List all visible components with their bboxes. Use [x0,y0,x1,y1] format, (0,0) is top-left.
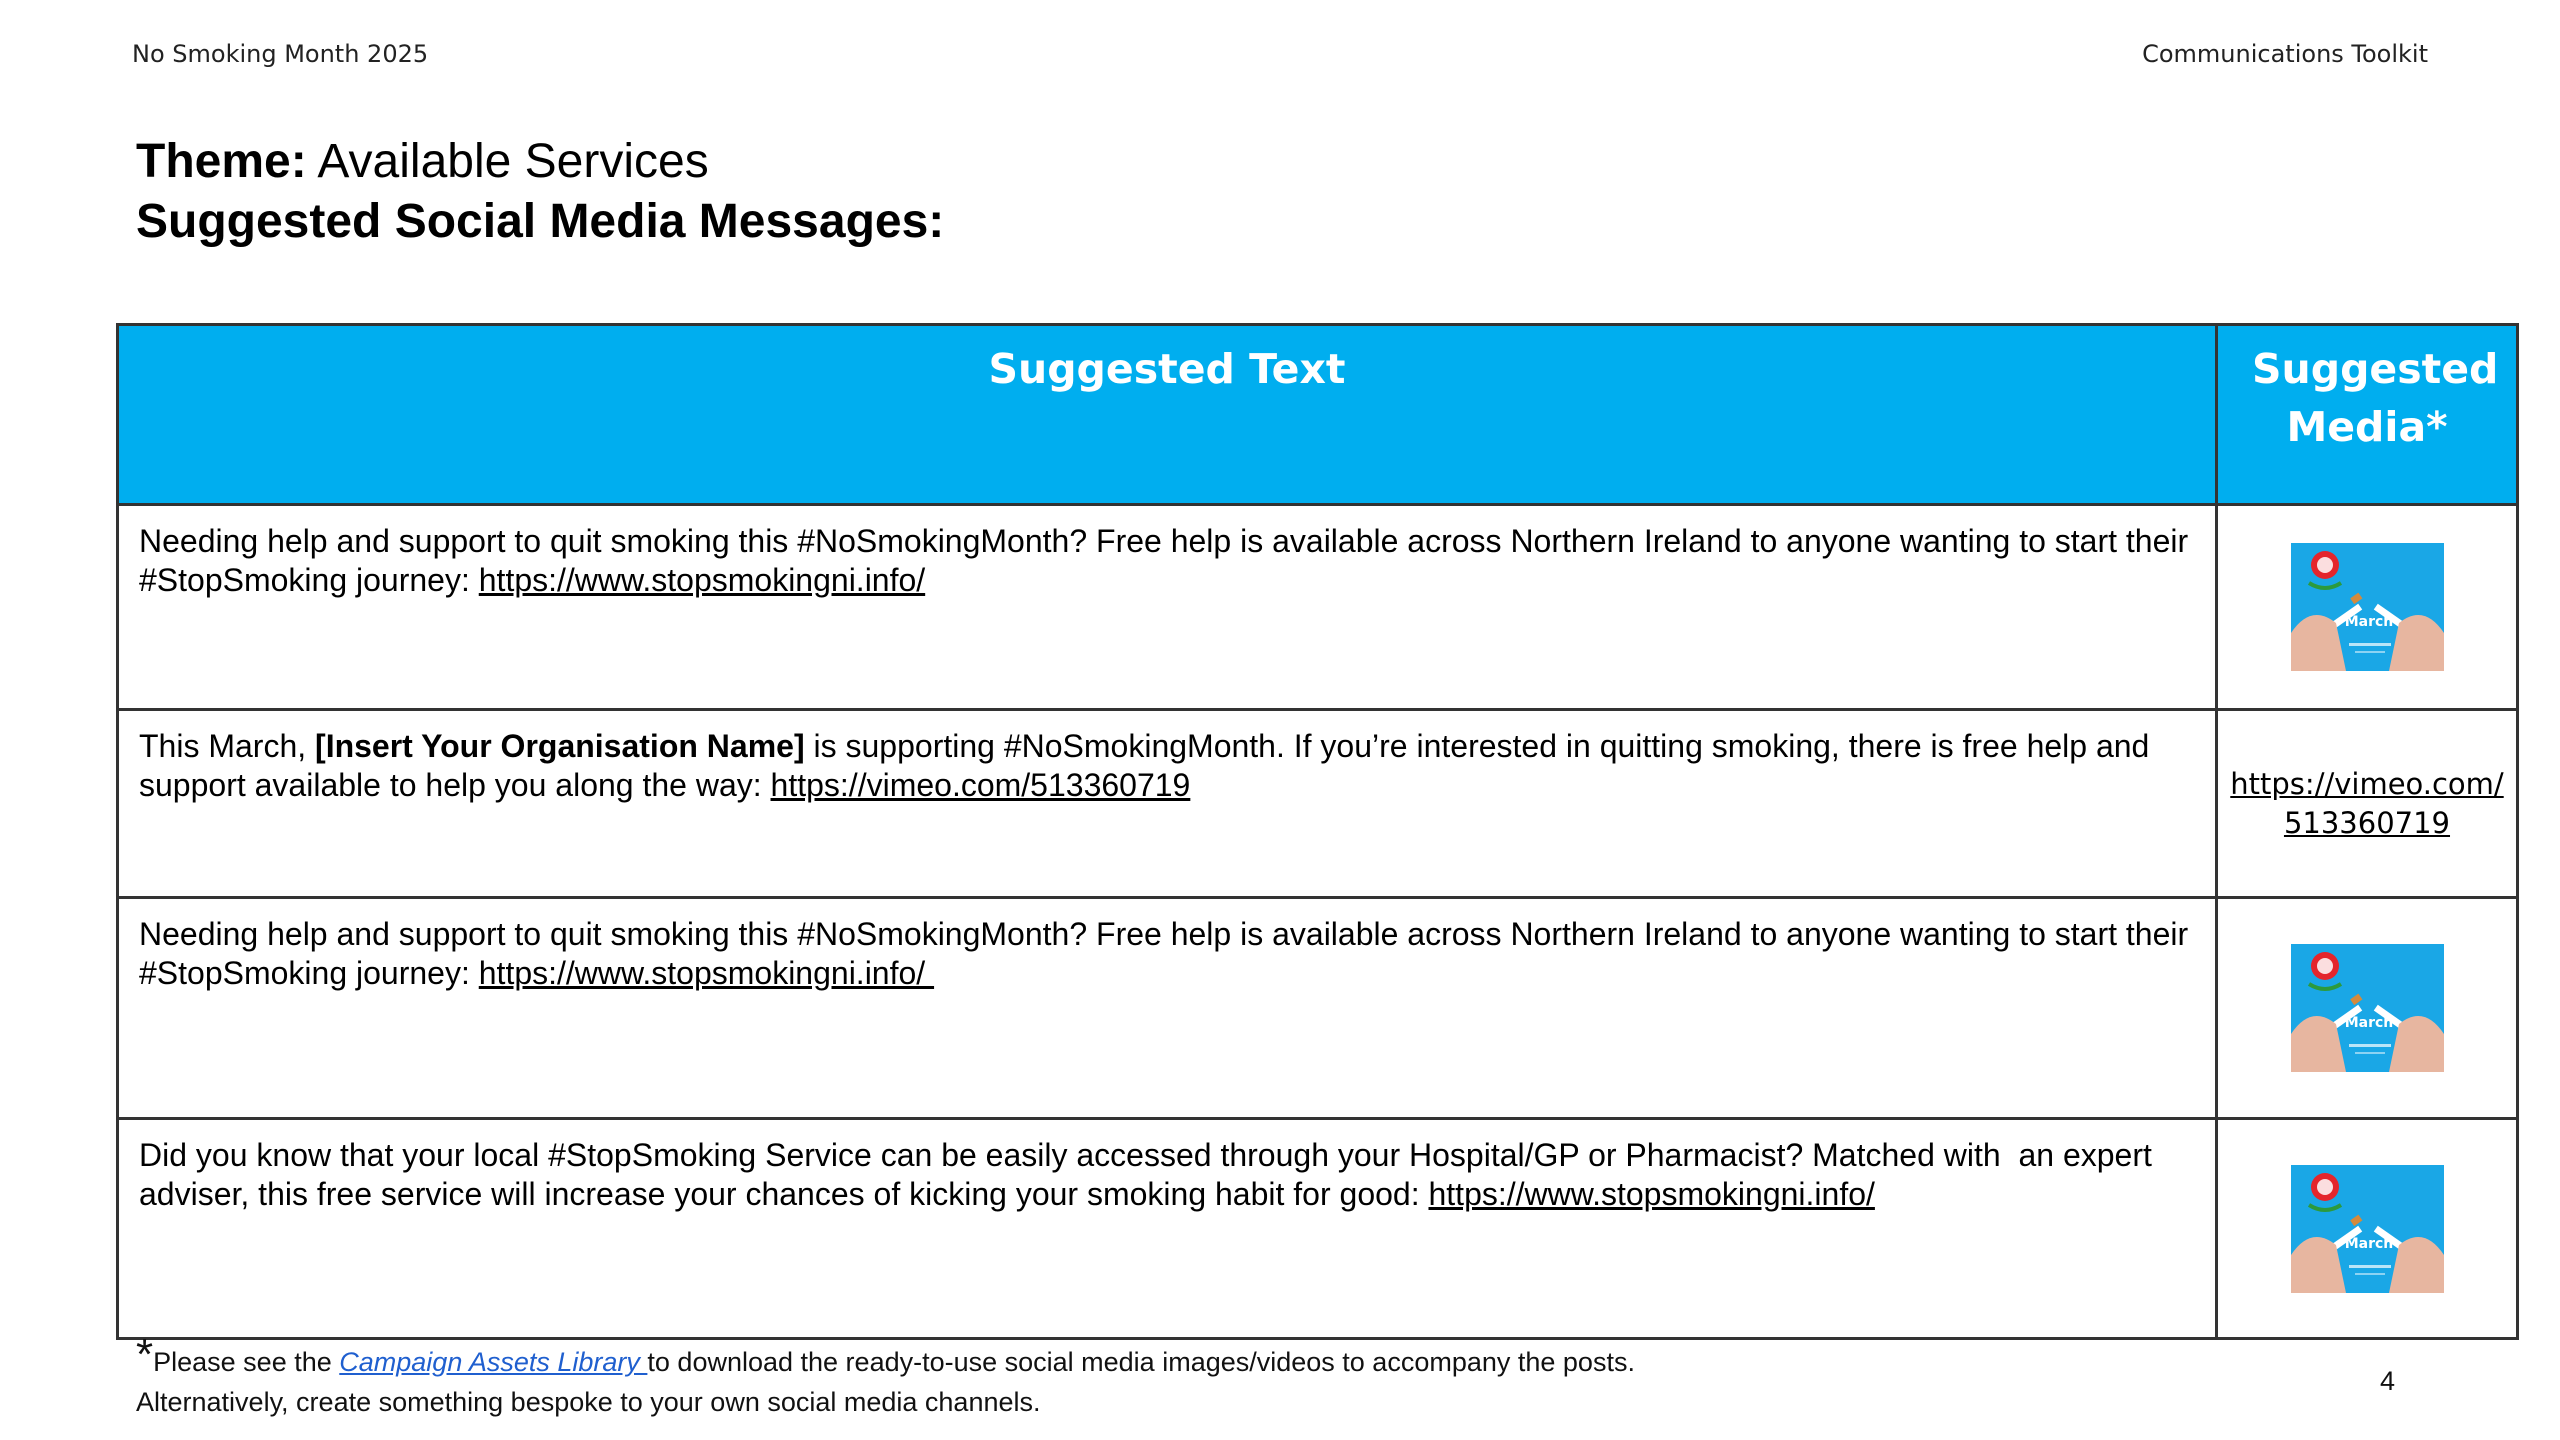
table-row [118,710,2518,898]
vimeo-link-line-2: 513360719 [2283,805,2451,840]
footnote-text: Please see the [153,1347,340,1377]
page-subtitle: Suggested Social Media Messages: [136,195,945,248]
suggested-text-cell [118,898,2217,1119]
table-row [118,1119,2518,1339]
message-text: Needing help and support to quit smoking this #NoSmokingMonth? Free help is available across Northern Ireland to anyone wanting to start their #StopSmoking journey: [139,916,2189,991]
message-text-bold: [Insert Your Organisation Name] [315,728,805,764]
document-header-right: Communications Toolkit [2142,40,2428,68]
footnote-line-1 [136,1330,1635,1382]
message-link[interactable]: https://www.stopsmokingni.info/ [1428,1176,1875,1212]
column-header-suggested-media [2217,325,2518,505]
messages-table [116,323,2519,1340]
campaign-assets-library-link[interactable]: Campaign Assets Library [339,1347,648,1377]
svg-text:March: March [2344,1015,2393,1031]
footnote-text: to download the ready-to-use social media images/videos to accompany the posts. [647,1347,1635,1377]
page-number: 4 [2380,1366,2396,1396]
footnote-asterisk: * [136,1330,154,1379]
message-link[interactable]: https://www.stopsmokingni.info/ [478,955,935,991]
message-text: Needing help and support to quit smoking this #NoSmokingMonth? Free help is available across Northern Ireland to anyone wanting to start their #StopSmoking journey: [139,523,2189,598]
column-header-suggested-media-label: Suggested Media* [2252,345,2499,451]
theme-line [136,132,944,192]
vimeo-media-link[interactable] [2230,765,2503,843]
footnote [136,1330,1635,1422]
table-row [118,898,2518,1119]
table-row [118,505,2518,710]
no-smoking-march-image[interactable] [2291,944,2444,1072]
suggested-media-cell [2217,1119,2518,1339]
suggested-text-cell [118,1119,2217,1339]
message-text: Did you know that your local #StopSmoking Service can be easily accessed through your Hospital/GP or Pharmacist? Matched with an expert adviser, this free service will increase your chances of kicking your smoking habit for good: [139,1137,2161,1212]
suggested-media-cell [2217,898,2518,1119]
suggested-media-cell [2217,505,2518,710]
message-text: is supporting #NoSmokingMonth. If you’re interested in quitting smoking, there is free help and support available to help you along the way: [139,728,2150,803]
column-header-suggested-text: Suggested Text [118,325,2217,505]
footnote-line-2: Alternatively, create something bespoke to your own social media channels. [136,1387,1041,1417]
no-smoking-march-image[interactable] [2291,1165,2444,1293]
suggested-text-cell [118,710,2217,898]
message-text: This March, [139,728,316,764]
suggested-text-cell [118,505,2217,710]
svg-text:March: March [2344,614,2393,630]
svg-text:March: March [2344,1235,2393,1252]
vimeo-link-line-1: https://vimeo.com/ [2230,766,2504,801]
theme-block [136,132,944,252]
theme-value: Available Services [306,135,709,188]
message-link[interactable]: https://www.stopsmokingni.info/ [478,562,926,598]
message-link[interactable]: https://vimeo.com/513360719 [770,767,1191,803]
document-header-left: No Smoking Month 2025 [132,40,429,68]
theme-label: Theme: [136,135,307,188]
no-smoking-march-image[interactable] [2291,543,2444,671]
suggested-media-cell [2217,710,2518,898]
table-header-row [118,325,2518,505]
